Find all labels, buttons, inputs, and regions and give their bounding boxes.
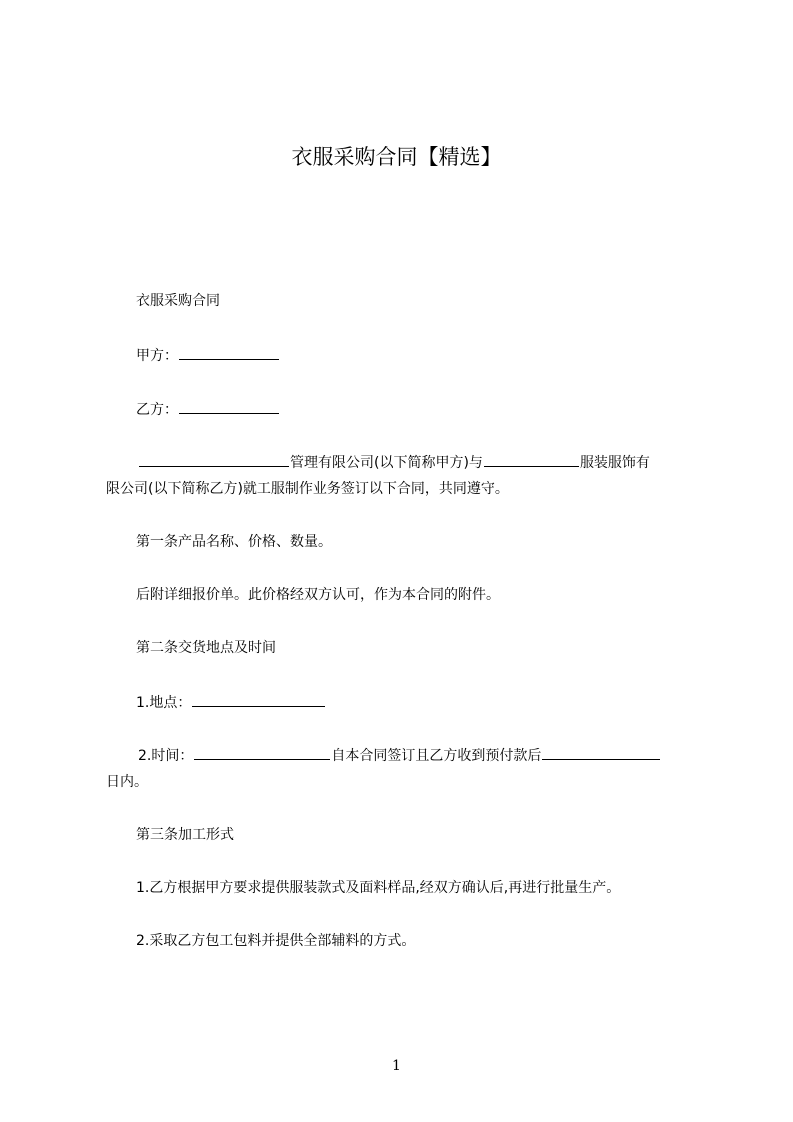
party-b-line [136,398,280,420]
article-2-heading: 第二条交货地点及时间 [136,640,276,656]
article-2-item-2-end: 日内。 [106,774,148,790]
article-1-heading: 第一条产品名称、价格、数量。 [136,534,332,550]
contract-subtitle: 衣服采购合同 [136,293,220,309]
party-b-blank [179,398,279,414]
article-1-body: 后附详细报价单。此价格经双方认可，作为本合同的附件。 [136,587,500,603]
time-label: 2.时间： [138,748,194,764]
page-number: 1 [392,1058,401,1074]
party-a-blank [179,344,279,360]
article-3-item-2: 2.采取乙方包工包料并提供全部辅料的方式。 [136,933,416,949]
intro-part-1: 管理有限公司(以下简称甲方)与 [290,455,483,471]
article-2-item-1 [136,691,326,713]
intro-line-2: 限公司(以下简称乙方)就工服制作业务签订以下合同，共同遵守。 [106,481,509,497]
location-blank [192,691,325,707]
document-title: 衣服采购合同【精选】 [291,145,502,169]
company-b-blank [484,451,579,467]
article-3-item-1: 1.乙方根据甲方要求提供服装款式及面料样品,经双方确认后,再进行批量生产。 [136,880,621,896]
location-label: 1.地点： [136,695,192,711]
time-condition: 自本合同签订且乙方收到预付款后 [331,748,542,764]
party-a-label: 甲方： [136,348,178,364]
intro-part-2: 服装服饰有 [579,455,650,471]
article-2-item-2 [138,744,661,766]
days-blank [542,744,660,760]
intro-line-1 [138,451,650,473]
party-a-line [136,344,280,366]
time-blank [194,744,330,760]
party-b-label: 乙方： [136,402,178,418]
article-3-heading: 第三条加工形式 [136,827,234,843]
company-a-blank [139,451,289,467]
